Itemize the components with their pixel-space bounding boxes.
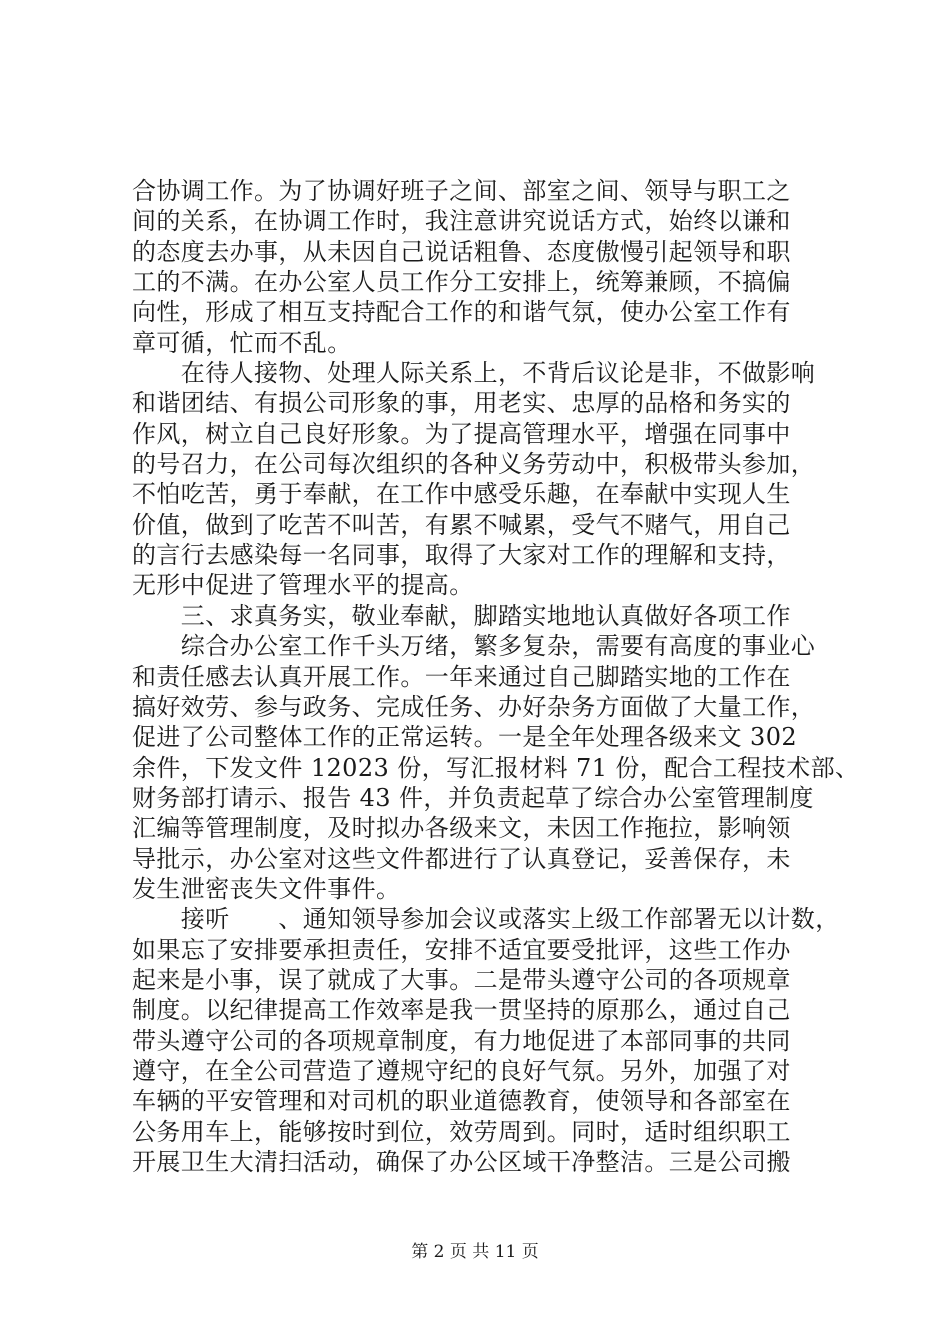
section-heading: 三、求真务实，敬业奉献，脚踏实地地认真做好各项工作 (132, 601, 791, 630)
text-line: 合协调工作。为了协调好班子之间、部室之间、领导与职工之 (132, 177, 791, 205)
text-line: 财务部打请示、报告 43 件，并负责起草了综合办公室管理制度 (132, 783, 814, 812)
text-line: 制度。以纪律提高工作效率是我一贯坚持的原那么，通过自己 (132, 996, 791, 1025)
text-line: 章可循，忙而不乱。 (132, 328, 352, 357)
text-line: 车辆的平安管理和对司机的职业道德教育，使领导和各部室在 (132, 1087, 791, 1116)
document-body (132, 176, 860, 1177)
text-line: 余件，下发文件 12023 份，写汇报材料 71 份，配合工程技术部、 (132, 753, 860, 782)
text-line: 的号召力，在公司每次组织的各种义务劳动中，积极带头参加， (132, 450, 816, 479)
text-line: 促进了公司整体工作的正常运转。一是全年处理各级来文 302 (132, 723, 798, 752)
text-line: 在待人接物、处理人际关系上，不背后议论是非，不做影响 (132, 359, 816, 388)
text-line: 和谐团结、有损公司形象的事，用老实、忠厚的品格和务实的 (132, 389, 791, 418)
text-line: 导批示，办公室对这些文件都进行了认真登记，妥善保存，未 (132, 844, 791, 873)
text-line: 的言行去感染每一名同事，取得了大家对工作的理解和支持， (132, 541, 791, 570)
text-line: 不怕吃苦，勇于奉献，在工作中感受乐趣，在奉献中实现人生 (132, 480, 791, 509)
text-line: 接听 、通知领导参加会议或落实上级工作部署无以计数， (132, 905, 840, 934)
page-number-footer: 第 2 页 共 11 页 (411, 1242, 539, 1262)
text-line: 价值，做到了吃苦不叫苦，有累不喊累，受气不赌气，用自己 (132, 510, 791, 539)
text-line: 发生泄密丧失文件事件。 (132, 874, 401, 903)
text-line: 汇编等管理制度，及时拟办各级来文，未因工作拖拉，影响领 (132, 814, 791, 843)
text-line: 无形中促进了管理水平的提高。 (132, 571, 474, 600)
text-line: 间的关系，在协调工作时，我注意讲究说话方式，始终以谦和 (132, 207, 791, 236)
text-line: 工的不满。在办公室人员工作分工安排上，统筹兼顾，不搞偏 (132, 268, 791, 297)
text-line: 公务用车上，能够按时到位，效劳周到。同时，适时组织职工 (132, 1117, 791, 1146)
text-line: 起来是小事，误了就成了大事。二是带头遵守公司的各项规章 (132, 965, 791, 994)
text-line: 带头遵守公司的各项规章制度，有力地促进了本部同事的共同 (132, 1026, 791, 1055)
text-line: 遵守，在全公司营造了遵规守纪的良好气氛。另外，加强了对 (132, 1056, 791, 1085)
text-line: 向性，形成了相互支持配合工作的和谐气氛，使办公室工作有 (132, 298, 791, 327)
text-line: 和责任感去认真开展工作。一年来通过自己脚踏实地的工作在 (132, 662, 791, 691)
text-line: 综合办公室工作千头万绪，繁多复杂，需要有高度的事业心 (132, 632, 816, 661)
text-line: 作风，树立自己良好形象。为了提高管理水平，增强在同事中 (132, 419, 791, 448)
text-line: 开展卫生大清扫活动，确保了办公区域干净整洁。三是公司搬 (132, 1148, 791, 1176)
text-line: 如果忘了安排要承担责任，安排不适宜要受批评，这些工作办 (132, 935, 791, 964)
text-line: 的态度去办事，从未因自己说话粗鲁、态度傲慢引起领导和职 (132, 237, 791, 266)
text-line: 搞好效劳、参与政务、完成任务、办好杂务方面做了大量工作， (132, 692, 816, 721)
